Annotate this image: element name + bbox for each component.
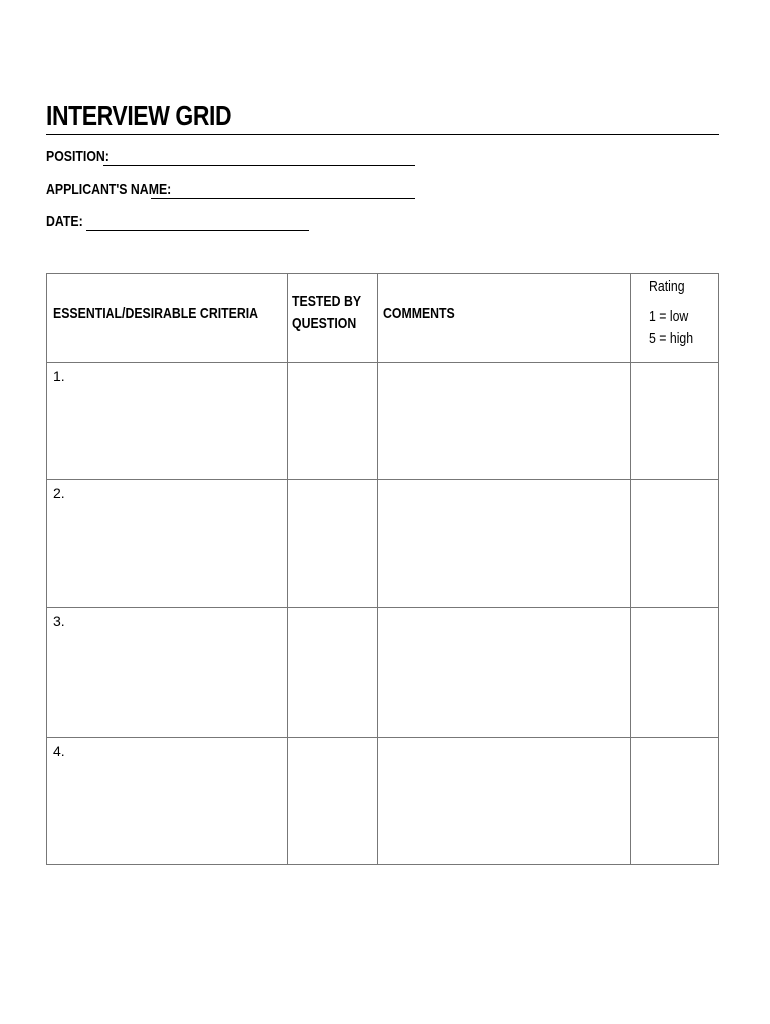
comments-header <box>383 303 471 325</box>
comments-header-text: COMMENTS <box>383 305 455 322</box>
rating-title: Rating <box>649 278 685 295</box>
form-title-text: INTERVIEW GRID <box>46 100 232 131</box>
title-rule <box>46 134 719 135</box>
date-label: DATE: <box>46 213 83 230</box>
position-label: POSITION: <box>46 148 109 165</box>
row-number: 1. <box>53 368 65 384</box>
applicant-name-label: APPLICANT'S NAME: <box>46 181 172 198</box>
date-input-line[interactable] <box>86 230 309 231</box>
rating-header <box>649 276 703 350</box>
row-number: 4. <box>53 743 65 759</box>
position-input-line[interactable] <box>103 165 415 166</box>
applicant-name-input-line[interactable] <box>151 198 415 199</box>
row-divider <box>47 607 718 608</box>
interview-grid-table <box>46 273 719 865</box>
rating-high: 5 = high <box>649 330 694 347</box>
form-title <box>46 100 272 132</box>
tested-by-line1: TESTED BY <box>292 293 362 310</box>
tested-by-line2: QUESTION <box>292 315 357 332</box>
row-number: 3. <box>53 613 65 629</box>
row-divider <box>47 737 718 738</box>
row-divider <box>47 362 718 363</box>
tested-by-header <box>292 291 376 335</box>
criteria-header-text: ESSENTIAL/DESIRABLE CRITERIA <box>53 305 259 322</box>
criteria-header <box>53 303 303 325</box>
row-divider <box>47 479 718 480</box>
row-number: 2. <box>53 485 65 501</box>
rating-low: 1 = low <box>649 308 689 325</box>
